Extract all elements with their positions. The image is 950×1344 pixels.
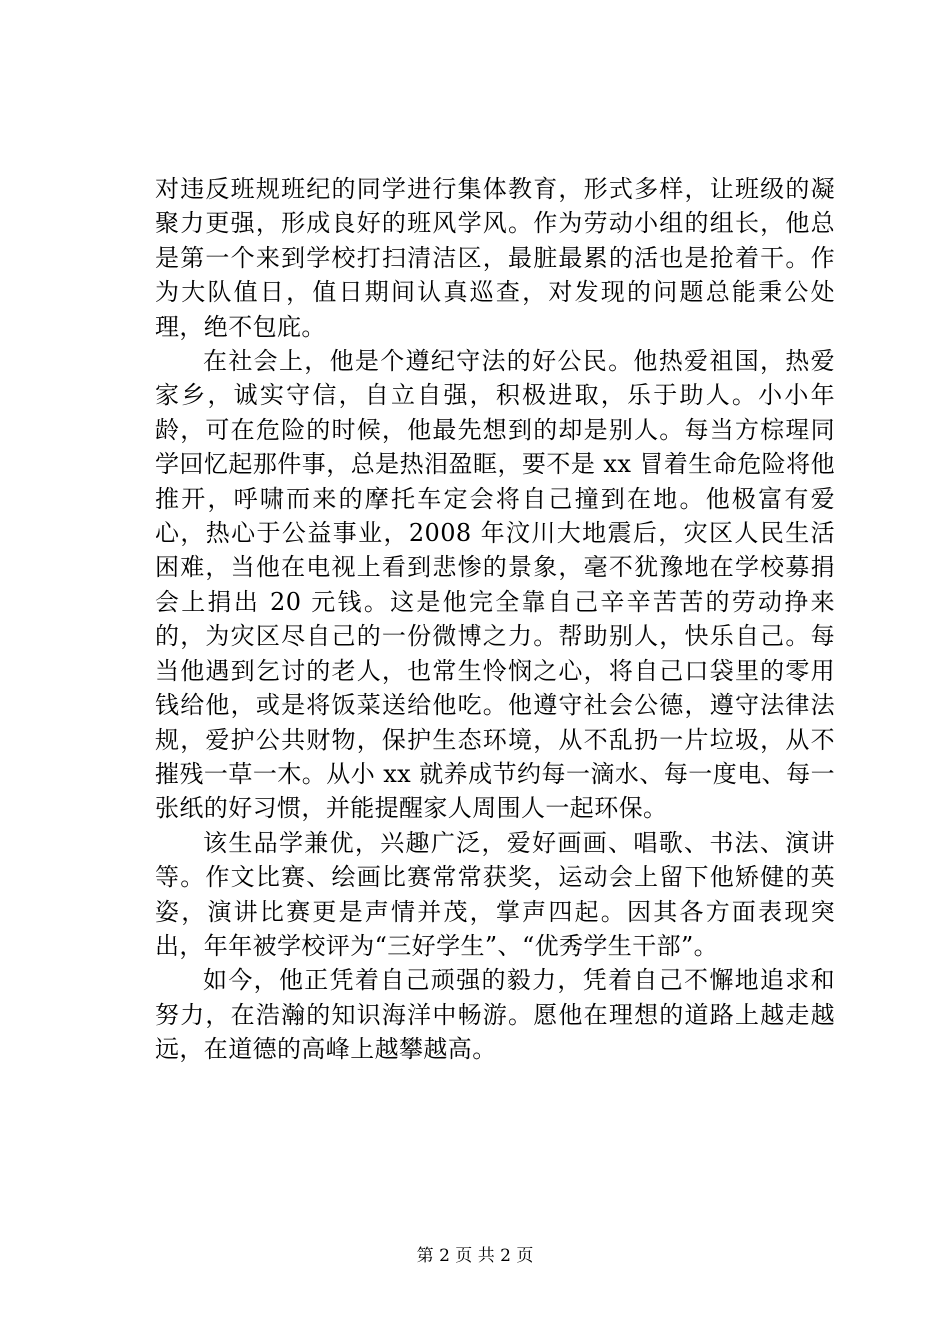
page-footer: 第 2 页 共 2 页	[416, 1246, 534, 1266]
paragraph-achievements: 该生品学兼优，兴趣广泛，爱好画画、唱歌、书法、演讲等。作文比赛、绘画比赛常常获奖，运动会上留下他矫健的英姿，演讲比赛更是声情并茂，掌声四起。因其各方面表现突出，年年被学校评为“三好学生”、“优秀学生干部”。	[155, 828, 835, 960]
paragraph-conclusion: 如今，他正凭着自己顽强的毅力，凭着自己不懈地追求和努力，在浩瀚的知识海洋中畅游。愿他在理想的道路上越走越远，在道德的高峰上越攀越高。	[155, 966, 835, 1064]
document-body	[155, 172, 835, 1067]
paragraph-social-conduct: 在社会上，他是个遵纪守法的好公民。他热爱祖国，热爱家乡，诚实守信，自立自强，积极进取，乐于助人。小小年龄，可在危险的时候，他最先想到的却是别人。每当方棕瑆同学回忆起那件事，总是热泪盈眶，要不是 xx 冒着生命危险将他推开，呼啸而来的摩托车定会将自己撞到在地。他极富有爱心，热心于公益事业，2008 年汶川大地震后，灾区人民生活困难，当他在电视上看到悲惨的景象，毫不犹豫地在学校募捐会上捐出 20 元钱。这是他完全靠自己辛辛苦苦的劳动挣来的，为灾区尽自己的一份微博之力。帮助别人，快乐自己。每当他遇到乞讨的老人，也常生怜悯之心，将自己口袋里的零用钱给他，或是将饭菜送给他吃。他遵守社会公德，遵守法律法规，爱护公共财物，保护生态环境，从不乱扔一片垃圾，从不摧残一草一木。从小 xx 就养成节约每一滴水、每一度电、每一张纸的好习惯，并能提醒家人周围人一起环保。	[155, 347, 835, 823]
paragraph-class-duties: 对违反班规班纪的同学进行集体教育，形式多样，让班级的凝聚力更强，形成良好的班风学风。作为劳动小组的组长，他总是第一个来到学校打扫清洁区，最脏最累的活也是抢着干。作为大队值日，值日期间认真巡查，对发现的问题总能秉公处理，绝不包庇。	[155, 175, 835, 341]
